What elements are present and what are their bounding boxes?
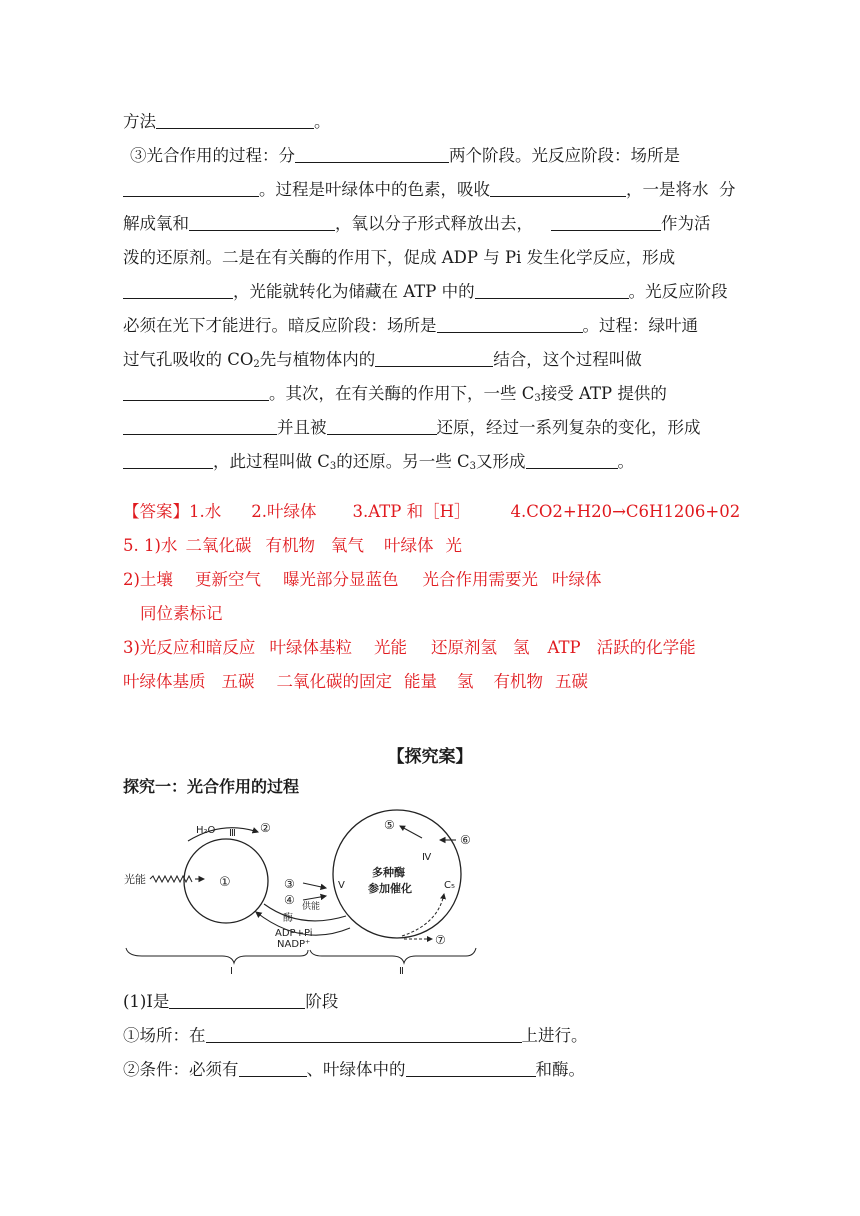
text: 解成氧和: [123, 214, 189, 233]
enzyme-label: 酶: [283, 913, 293, 924]
blank[interactable]: [239, 1062, 307, 1077]
light-zigzag: [150, 876, 192, 882]
subscript: 3: [469, 461, 476, 472]
answer-item: 4.CO2+H20→C6H1206+02: [510, 502, 741, 521]
blank[interactable]: [169, 994, 305, 1009]
marker-6: ⑥: [460, 833, 471, 847]
answer-item: 光能: [373, 638, 407, 657]
text: ①场所：在: [123, 1026, 206, 1045]
question-1: [123, 992, 338, 1012]
text-line-11: [123, 452, 634, 472]
text: 还原，经过一系列复杂的变化，形成: [436, 418, 701, 437]
blank: [375, 352, 493, 367]
text: 又形成: [476, 452, 526, 471]
answer-item: 3)光反应和暗反应: [123, 638, 256, 657]
answer-line-3: [123, 570, 601, 590]
text: 。过程：绿叶通: [582, 316, 698, 335]
answer-item: 能量: [404, 672, 437, 691]
blank[interactable]: [206, 1028, 522, 1043]
text: 结合，这个过程叫做: [493, 350, 642, 369]
text: ③光合作用的过程：分: [130, 146, 295, 165]
subscript: 3: [329, 461, 337, 472]
stage-2-label: Ⅱ: [399, 966, 404, 977]
answer-item: 叶绿体基粒: [269, 638, 352, 657]
text-line-8: [123, 350, 642, 370]
text: 、叶绿体中的: [306, 1060, 406, 1079]
blank: [526, 454, 618, 469]
text-line-3: [123, 180, 736, 200]
text: 先与植物体内的: [259, 350, 376, 369]
blank: [551, 216, 661, 231]
answer-item: 氢: [457, 672, 474, 691]
roman-4-label: Ⅳ: [422, 852, 432, 863]
text: 方法: [123, 112, 156, 131]
marker-1: ①: [219, 875, 231, 890]
brace-1: [126, 948, 308, 963]
answer-item: 叶绿体基质: [123, 672, 206, 691]
h2o-label: H₂O: [196, 825, 216, 836]
text: 和酶。: [535, 1060, 585, 1079]
answer-item: 2)土壤: [123, 570, 173, 589]
text: 。: [314, 112, 331, 131]
blank: [123, 284, 233, 299]
marker-4: ④: [284, 893, 295, 907]
answer-item: 叶绿体: [551, 570, 602, 589]
answer-item: 【答案】1.水: [123, 502, 222, 521]
blank[interactable]: [406, 1062, 536, 1077]
text: 并且被: [277, 418, 327, 437]
subscript: 2: [253, 359, 260, 370]
subscript: 3: [534, 393, 541, 404]
answer-item: 五碳: [555, 672, 588, 691]
answer-item: 二氧化碳: [185, 536, 252, 555]
blank: [490, 182, 626, 197]
roman-5-label: Ⅴ: [338, 880, 345, 891]
answer-item: 同位素标记: [140, 604, 223, 623]
text: 。: [617, 452, 634, 471]
text-line-1: [123, 112, 331, 132]
blank: [123, 386, 269, 401]
multi-enzyme-label: 多种酶: [372, 866, 405, 879]
text: ②条件：必须有: [123, 1060, 239, 1079]
question-2: [123, 1026, 588, 1046]
marker-7: ⑦: [435, 933, 446, 947]
answer-line-1: [123, 502, 740, 522]
answer-item: 有机物: [265, 536, 315, 555]
blank: [437, 318, 583, 333]
answer-item: 氧气: [330, 536, 364, 555]
photosynthesis-diagram: [122, 808, 482, 978]
answer-item: 光: [445, 536, 462, 555]
adp-pi-label: ADP+Pi: [275, 928, 313, 939]
text: 过气孔吸收的 CO: [123, 350, 254, 369]
marker-3: ③: [284, 877, 295, 891]
blank: [123, 454, 213, 469]
explore-heading: 探究一：光合作用的过程: [123, 777, 300, 796]
blank: [189, 216, 335, 231]
blank: [123, 420, 277, 435]
text-line-6: [123, 282, 728, 302]
brace-2: [310, 948, 476, 963]
blank: [123, 182, 259, 197]
stage-1-label: Ⅰ: [230, 966, 233, 977]
catalysis-label: 参加催化: [368, 882, 412, 895]
marker-2: ②: [260, 821, 271, 835]
blank: [156, 114, 314, 129]
text-line-7: [123, 316, 698, 336]
text: 阶段: [305, 992, 339, 1011]
answer-item: 氢: [512, 638, 530, 657]
text: 。光反应阶段: [628, 282, 728, 301]
answer-line-6: [123, 672, 588, 692]
blank: [327, 420, 437, 435]
answer-item: 活跃的化学能: [596, 638, 696, 657]
answer-item: 光合作用需要光: [422, 570, 538, 589]
text: ，此过程叫做 C: [213, 452, 330, 471]
text: ，氧以分子形式释放出去，: [335, 214, 533, 233]
roman-3-label: Ⅲ: [229, 828, 236, 839]
blank: [475, 284, 629, 299]
answer-line-4: [140, 604, 223, 624]
blank: [295, 148, 449, 163]
text: 。其次，在有关酶的作用下，一些 C: [269, 384, 535, 403]
text: 两个阶段。光反应阶段：场所是: [449, 146, 680, 165]
text-line-5: [123, 248, 675, 268]
marker-5: ⑤: [384, 818, 395, 832]
text: ，一是将水 分: [626, 180, 736, 199]
answer-item: 有机物: [493, 672, 543, 691]
answer-line-5: [123, 638, 696, 658]
section-title: 【探究案】: [387, 747, 473, 767]
c5-label: C₅: [444, 880, 455, 891]
text-line-9: [123, 384, 667, 404]
answer-item: 还原剂氢: [430, 638, 497, 657]
text: ，光能就转化为储藏在 ATP 中的: [233, 282, 475, 301]
answer-item: 二氧化碳的固定: [276, 672, 392, 691]
answer-item: 2.叶绿体: [251, 502, 317, 521]
text-line-2: [130, 146, 680, 166]
answer-item: 更新空气: [194, 570, 261, 589]
answer-item: 3.ATP 和［H］: [352, 502, 471, 521]
answer-item: 5. 1)水: [123, 536, 178, 555]
text: 作为活: [661, 214, 711, 233]
answer-item: 曝光部分显蓝色: [282, 570, 399, 589]
text: (1)Ⅰ是: [123, 992, 170, 1011]
answer-item: ATP: [547, 638, 581, 657]
text: 。过程是叶绿体中的色素，吸收: [259, 180, 490, 199]
answer-line-2: [123, 536, 462, 556]
light-energy-label: 光能: [124, 873, 146, 886]
dashed-cycle-arrow: [402, 894, 444, 936]
text: 上进行。: [521, 1026, 588, 1045]
answer-item: 五碳: [221, 672, 255, 691]
text-line-4: [123, 214, 711, 234]
text-line-10: [123, 418, 701, 438]
text: 的还原。另一些 C: [336, 452, 470, 471]
text: 必须在光下才能进行。暗反应阶段：场所是: [123, 316, 437, 335]
nadp-label: NADP⁺: [277, 939, 311, 950]
text: 接受 ATP 提供的: [540, 384, 667, 403]
answer-item: 叶绿体: [383, 536, 434, 555]
supply-energy-label: 供能: [302, 902, 321, 912]
question-3: [123, 1060, 585, 1080]
text: 泼的还原剂。二是在有关酶的作用下，促成 ADP 与 Pi 发生化学反应，形成: [123, 248, 676, 267]
